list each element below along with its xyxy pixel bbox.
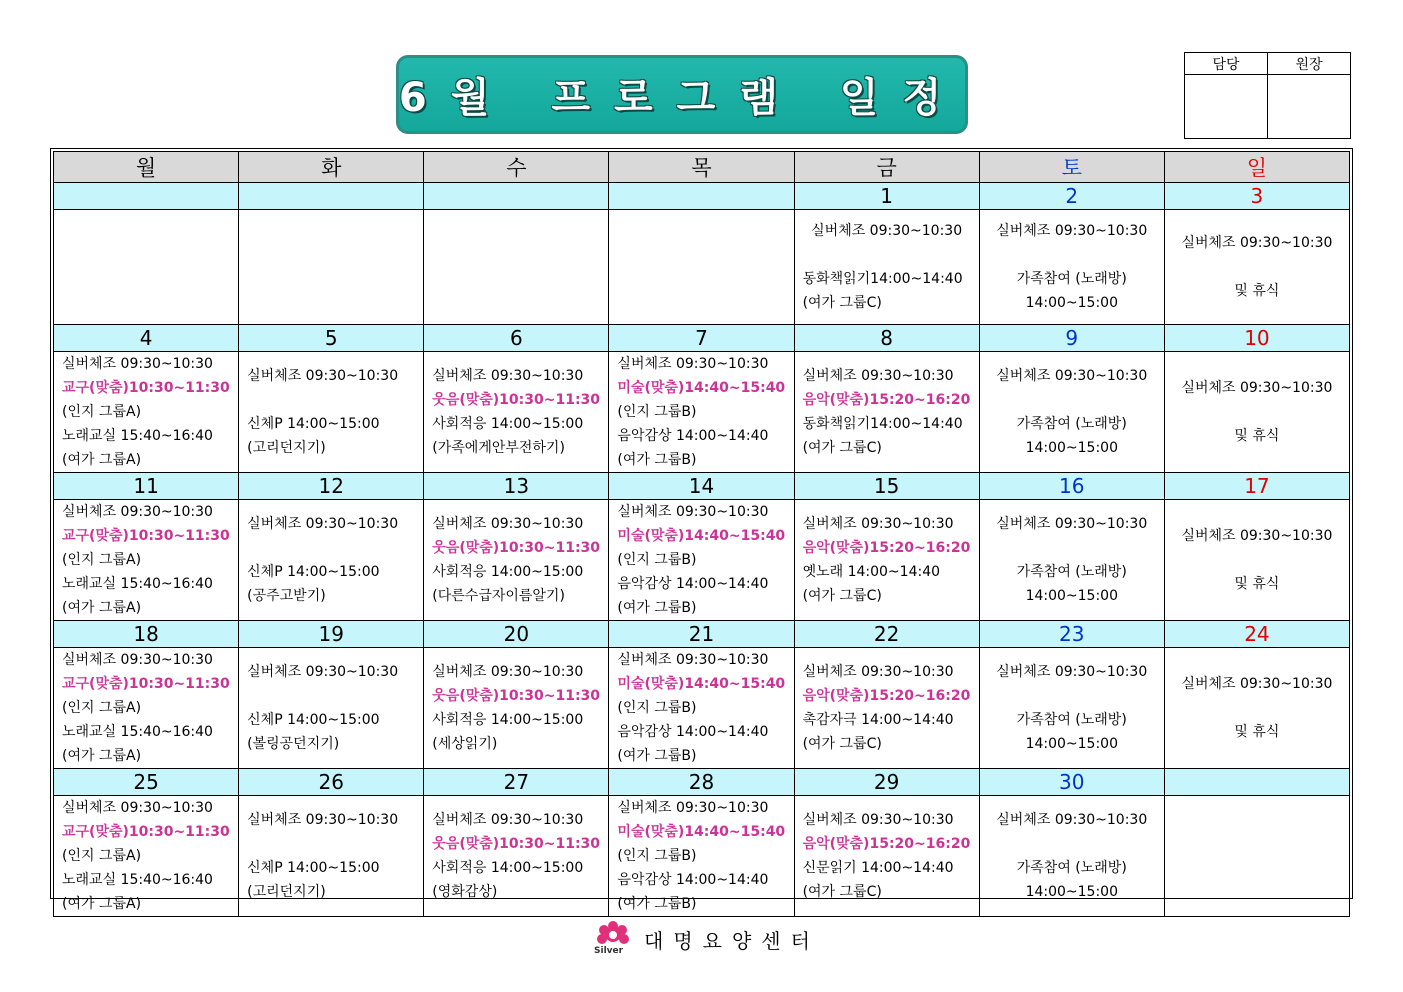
schedule-cell xyxy=(794,796,979,917)
schedule-cell xyxy=(979,648,1164,769)
program-line: 실버체조 09:30~10:30 xyxy=(247,812,399,828)
program-line: 실버체조 09:30~10:30 xyxy=(1181,235,1333,251)
program-line: (여가 그룹C) xyxy=(802,588,882,604)
program-line: 실버체조 09:30~10:30 xyxy=(996,368,1148,384)
program-line: (인지 그룹A) xyxy=(62,404,142,420)
date-number: 22 xyxy=(794,621,979,648)
date-number: 30 xyxy=(979,769,1164,796)
program-line xyxy=(239,832,423,856)
program-line: 웃음(맞춤)10:30~11:30 xyxy=(432,688,601,704)
program-line: (여가 그룹A) xyxy=(62,600,142,616)
date-number xyxy=(54,183,239,210)
date-number: 10 xyxy=(1164,325,1349,352)
program-line: (인지 그룹A) xyxy=(62,552,142,568)
program-line: 동화책읽기14:00~14:40 xyxy=(802,271,963,287)
date-number: 14 xyxy=(609,473,794,500)
program-line: 미술(맞춤)14:40~15:40 xyxy=(617,380,786,396)
program-line: 음악(맞춤)15:20~16:20 xyxy=(802,688,971,704)
schedule-cell xyxy=(54,210,239,325)
program-line: 음악감상 14:00~14:40 xyxy=(617,428,769,444)
program-line: 실버체조 09:30~10:30 xyxy=(62,652,213,668)
date-number: 3 xyxy=(1164,183,1349,210)
program-line: (여가 그룹B) xyxy=(617,600,697,616)
schedule-cell xyxy=(979,796,1164,917)
title-banner xyxy=(396,55,968,134)
date-number: 29 xyxy=(794,769,979,796)
program-line: 교구(맞춤)10:30~11:30 xyxy=(62,528,230,544)
schedule-cell xyxy=(239,500,424,621)
schedule-cell xyxy=(239,796,424,917)
program-line: 교구(맞춤)10:30~11:30 xyxy=(62,676,230,692)
schedule-cell xyxy=(424,796,609,917)
program-line: 음악(맞춤)15:20~16:20 xyxy=(802,392,971,408)
footer xyxy=(596,920,820,958)
program-line: 웃음(맞춤)10:30~11:30 xyxy=(432,836,601,852)
program-line: 음악(맞춤)15:20~16:20 xyxy=(802,540,971,556)
date-number: 28 xyxy=(609,769,794,796)
program-line: 및 휴식 xyxy=(1234,724,1280,740)
program-line: 실버체조 09:30~10:30 xyxy=(62,504,213,520)
date-number: 16 xyxy=(979,473,1164,500)
date-row xyxy=(54,183,1350,210)
program-line: 옛노래 14:00~14:40 xyxy=(802,564,941,580)
approval-sign-manager[interactable] xyxy=(1185,75,1268,139)
schedule-cell xyxy=(609,796,794,917)
date-number: 19 xyxy=(239,621,424,648)
logo-text: Silver xyxy=(594,946,624,956)
date-row xyxy=(54,621,1350,648)
program-line: 신문읽기 14:00~14:40 xyxy=(802,860,954,876)
schedule-cell xyxy=(979,210,1164,325)
program-line: 사회적응 14:00~15:00 xyxy=(432,564,584,580)
schedule-row xyxy=(54,500,1350,621)
program-line xyxy=(795,243,979,267)
date-number: 18 xyxy=(54,621,239,648)
program-line: 실버체조 09:30~10:30 xyxy=(62,800,213,816)
program-line xyxy=(239,536,423,560)
program-line: 및 휴식 xyxy=(1234,576,1280,592)
weekday-fri: 금 xyxy=(794,152,979,183)
program-line: 실버체조 09:30~10:30 xyxy=(802,516,954,532)
program-line: 노래교실 15:40~16:40 xyxy=(62,872,213,888)
program-line: (인지 그룹B) xyxy=(617,404,697,420)
program-line: 14:00~15:00 xyxy=(1025,440,1118,456)
schedule-cell xyxy=(239,352,424,473)
approval-label-director: 원장 xyxy=(1268,53,1351,75)
program-line: 실버체조 09:30~10:30 xyxy=(996,664,1148,680)
date-number: 2 xyxy=(979,183,1164,210)
date-number: 1 xyxy=(794,183,979,210)
schedule-cell xyxy=(609,500,794,621)
program-line: (공주고받기) xyxy=(247,588,326,604)
date-row xyxy=(54,769,1350,796)
program-line: 음악감상 14:00~14:40 xyxy=(617,576,769,592)
schedule-cell xyxy=(424,210,609,325)
program-line: (가족에게안부전하기) xyxy=(432,440,565,456)
date-number: 9 xyxy=(979,325,1164,352)
date-number: 25 xyxy=(54,769,239,796)
date-number: 23 xyxy=(979,621,1164,648)
program-line: (여가 그룹A) xyxy=(62,896,142,912)
program-line: 웃음(맞춤)10:30~11:30 xyxy=(432,392,601,408)
program-line: 노래교실 15:40~16:40 xyxy=(62,724,213,740)
program-line: (여가 그룹C) xyxy=(802,295,882,311)
program-line: (여가 그룹C) xyxy=(802,736,882,752)
program-line: (여가 그룹B) xyxy=(617,896,697,912)
schedule-row xyxy=(54,648,1350,769)
date-number: 27 xyxy=(424,769,609,796)
weekday-tue: 화 xyxy=(239,152,424,183)
program-line: 음악감상 14:00~14:40 xyxy=(617,724,769,740)
weekday-sat: 토 xyxy=(979,152,1164,183)
page-title: 6월 프로그램 일정 xyxy=(398,75,966,121)
weekday-mon: 월 xyxy=(54,152,239,183)
program-line xyxy=(239,388,423,412)
schedule-cell xyxy=(54,352,239,473)
program-line: (영화감상) xyxy=(432,884,498,900)
weekday-wed: 수 xyxy=(424,152,609,183)
program-line: 촉감자극 14:00~14:40 xyxy=(802,712,954,728)
program-line: 신체P 14:00~15:00 xyxy=(247,416,380,432)
program-line xyxy=(980,832,1164,856)
program-line: (인지 그룹B) xyxy=(617,848,697,864)
program-line: 사회적응 14:00~15:00 xyxy=(432,860,584,876)
calendar-table xyxy=(53,151,1350,917)
schedule-cell xyxy=(979,500,1164,621)
date-number: 6 xyxy=(424,325,609,352)
program-line: 14:00~15:00 xyxy=(1025,884,1118,900)
program-line: (인지 그룹B) xyxy=(617,700,697,716)
program-line xyxy=(980,684,1164,708)
weekday-header xyxy=(54,152,1350,183)
program-line: 실버체조 09:30~10:30 xyxy=(617,504,769,520)
approval-box xyxy=(1184,52,1351,139)
program-line: 노래교실 15:40~16:40 xyxy=(62,576,213,592)
schedule-cell xyxy=(54,648,239,769)
program-line: 14:00~15:00 xyxy=(1025,588,1118,604)
approval-sign-director[interactable] xyxy=(1268,75,1351,139)
date-number: 8 xyxy=(794,325,979,352)
program-line: (여가 그룹C) xyxy=(802,884,882,900)
program-line: (여가 그룹A) xyxy=(62,452,142,468)
program-line xyxy=(980,388,1164,412)
program-line: 가족참여 (노래방) xyxy=(1016,712,1127,728)
date-number xyxy=(609,183,794,210)
program-line: 실버체조 09:30~10:30 xyxy=(1181,380,1333,396)
program-line xyxy=(980,243,1164,267)
program-line: 실버체조 09:30~10:30 xyxy=(996,812,1148,828)
schedule-cell xyxy=(424,500,609,621)
schedule-cell xyxy=(609,352,794,473)
date-number: 4 xyxy=(54,325,239,352)
program-line: 실버체조 09:30~10:30 xyxy=(617,652,769,668)
program-line: 교구(맞춤)10:30~11:30 xyxy=(62,824,230,840)
date-number: 15 xyxy=(794,473,979,500)
program-line: 14:00~15:00 xyxy=(1025,295,1118,311)
program-line: 실버체조 09:30~10:30 xyxy=(432,368,584,384)
date-row xyxy=(54,325,1350,352)
calendar xyxy=(50,148,1353,912)
schedule-cell xyxy=(1164,648,1349,769)
schedule-cell xyxy=(239,210,424,325)
date-number: 20 xyxy=(424,621,609,648)
program-line: (여가 그룹B) xyxy=(617,452,697,468)
program-line: 신체P 14:00~15:00 xyxy=(247,712,380,728)
program-line: 실버체조 09:30~10:30 xyxy=(802,812,954,828)
program-line: 실버체조 09:30~10:30 xyxy=(247,368,399,384)
program-line: 동화책읽기14:00~14:40 xyxy=(802,416,963,432)
schedule-cell xyxy=(979,352,1164,473)
date-number: 5 xyxy=(239,325,424,352)
program-line: (고리던지기) xyxy=(247,440,326,456)
schedule-cell xyxy=(794,210,979,325)
program-line: 미술(맞춤)14:40~15:40 xyxy=(617,676,786,692)
schedule-cell xyxy=(1164,352,1349,473)
program-line: 미술(맞춤)14:40~15:40 xyxy=(617,528,786,544)
program-line: 및 휴식 xyxy=(1234,283,1280,299)
program-line: (여가 그룹A) xyxy=(62,748,142,764)
program-line xyxy=(239,684,423,708)
center-name: 대명요양센터 xyxy=(644,928,820,953)
program-line: 신체P 14:00~15:00 xyxy=(247,564,380,580)
program-line: 및 휴식 xyxy=(1234,428,1280,444)
schedule-row xyxy=(54,796,1350,917)
program-line: 실버체조 09:30~10:30 xyxy=(432,516,584,532)
date-number: 21 xyxy=(609,621,794,648)
program-line: 실버체조 09:30~10:30 xyxy=(432,812,584,828)
program-line: (여가 그룹C) xyxy=(802,440,882,456)
schedule-cell xyxy=(794,352,979,473)
schedule-cell xyxy=(424,648,609,769)
program-line: 실버체조 09:30~10:30 xyxy=(802,664,954,680)
schedule-cell xyxy=(1164,500,1349,621)
schedule-cell xyxy=(54,796,239,917)
program-line: 신체P 14:00~15:00 xyxy=(247,860,380,876)
program-line: 실버체조 09:30~10:30 xyxy=(432,664,584,680)
program-line: 실버체조 09:30~10:30 xyxy=(62,356,213,372)
program-line: (고리던지기) xyxy=(247,884,326,900)
program-line: 14:00~15:00 xyxy=(1025,736,1118,752)
date-number xyxy=(239,183,424,210)
date-number: 7 xyxy=(609,325,794,352)
program-line: 실버체조 09:30~10:30 xyxy=(811,223,963,239)
program-line: 웃음(맞춤)10:30~11:30 xyxy=(432,540,601,556)
schedule-cell xyxy=(794,500,979,621)
schedule-cell xyxy=(239,648,424,769)
program-line: 사회적응 14:00~15:00 xyxy=(432,416,584,432)
program-line: 실버체조 09:30~10:30 xyxy=(1181,528,1333,544)
program-line xyxy=(1165,255,1349,279)
program-line: 가족참여 (노래방) xyxy=(1016,271,1127,287)
program-line: 실버체조 09:30~10:30 xyxy=(247,516,399,532)
schedule-cell xyxy=(794,648,979,769)
schedule-cell xyxy=(1164,796,1349,917)
date-number: 24 xyxy=(1164,621,1349,648)
date-number: 12 xyxy=(239,473,424,500)
program-line: 실버체조 09:30~10:30 xyxy=(996,516,1148,532)
program-line: 교구(맞춤)10:30~11:30 xyxy=(62,380,230,396)
program-line xyxy=(1165,548,1349,572)
date-row xyxy=(54,473,1350,500)
program-line: 가족참여 (노래방) xyxy=(1016,416,1127,432)
program-line: 음악감상 14:00~14:40 xyxy=(617,872,769,888)
schedule-cell xyxy=(54,500,239,621)
program-line: 가족참여 (노래방) xyxy=(1016,860,1127,876)
program-line: 실버체조 09:30~10:30 xyxy=(1181,676,1333,692)
program-line: 노래교실 15:40~16:40 xyxy=(62,428,213,444)
schedule-row xyxy=(54,352,1350,473)
date-number: 17 xyxy=(1164,473,1349,500)
program-line: (다른수급자이름알기) xyxy=(432,588,565,604)
program-line: (여가 그룹B) xyxy=(617,748,697,764)
program-line: (인지 그룹A) xyxy=(62,848,142,864)
silver-logo xyxy=(596,920,630,958)
date-number: 26 xyxy=(239,769,424,796)
program-line: 실버체조 09:30~10:30 xyxy=(996,223,1148,239)
program-line: 가족참여 (노래방) xyxy=(1016,564,1127,580)
date-number: 13 xyxy=(424,473,609,500)
program-line xyxy=(1165,696,1349,720)
program-line xyxy=(1165,400,1349,424)
program-line: (세상읽기) xyxy=(432,736,498,752)
schedule-cell xyxy=(609,210,794,325)
weekday-sun: 일 xyxy=(1164,152,1349,183)
date-number xyxy=(1164,769,1349,796)
program-line: 실버체조 09:30~10:30 xyxy=(617,800,769,816)
program-line: 음악(맞춤)15:20~16:20 xyxy=(802,836,971,852)
schedule-cell xyxy=(424,352,609,473)
approval-label-manager: 담당 xyxy=(1185,53,1268,75)
program-line xyxy=(980,536,1164,560)
program-line: (인지 그룹A) xyxy=(62,700,142,716)
program-line: 사회적응 14:00~15:00 xyxy=(432,712,584,728)
schedule-row xyxy=(54,210,1350,325)
program-line: (인지 그룹B) xyxy=(617,552,697,568)
program-line: 실버체조 09:30~10:30 xyxy=(247,664,399,680)
program-line: 미술(맞춤)14:40~15:40 xyxy=(617,824,786,840)
date-number: 11 xyxy=(54,473,239,500)
schedule-cell xyxy=(609,648,794,769)
program-line: 실버체조 09:30~10:30 xyxy=(802,368,954,384)
program-line: (볼링공던지기) xyxy=(247,736,340,752)
schedule-cell xyxy=(1164,210,1349,325)
date-number xyxy=(424,183,609,210)
program-line: 실버체조 09:30~10:30 xyxy=(617,356,769,372)
weekday-thu: 목 xyxy=(609,152,794,183)
